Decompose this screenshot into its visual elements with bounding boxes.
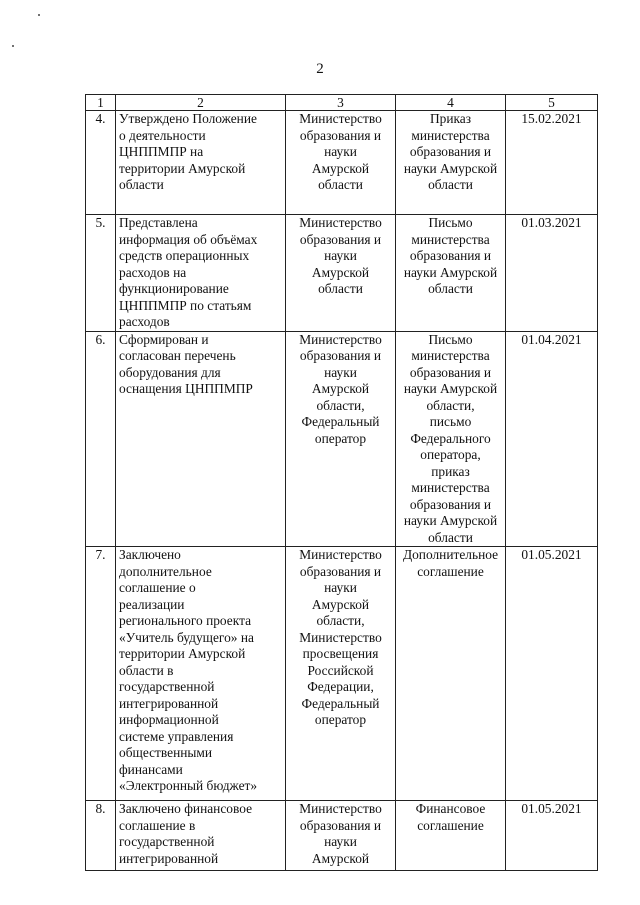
scan-speck xyxy=(12,45,14,47)
column-header: 1 xyxy=(86,95,116,111)
confirming-document: Письмо министерства образования и науки Амурской области, письмо Федерального оператора, приказ министерства образования и науки Амурской области xyxy=(396,331,506,547)
event-description: Сформирован и согласован перечень оборудования для оснащения ЦНППМПР xyxy=(116,331,286,547)
responsible-party: Министерство образования и науки Амурской xyxy=(286,801,396,871)
column-header: 5 xyxy=(506,95,598,111)
table-header-row xyxy=(86,95,598,111)
event-description: Заключено дополнительное соглашение о реализации регионального проекта «Учитель будущего» на территории Амурской области в государственной интегрированной информационной системе управления общественными финансами «Электронный бюджет» xyxy=(116,547,286,801)
row-number: 8. xyxy=(86,801,116,871)
column-header: 4 xyxy=(396,95,506,111)
row-number: 7. xyxy=(86,547,116,801)
event-description: Заключено финансовое соглашение в государственной интегрированной xyxy=(116,801,286,871)
due-date: 01.04.2021 xyxy=(506,331,598,547)
due-date: 01.05.2021 xyxy=(506,801,598,871)
table-row xyxy=(86,331,598,547)
scan-speck xyxy=(38,14,40,16)
table-row xyxy=(86,547,598,801)
due-date: 01.05.2021 xyxy=(506,547,598,801)
confirming-document: Приказ министерства образования и науки Амурской области xyxy=(396,111,506,215)
column-header: 3 xyxy=(286,95,396,111)
table-row xyxy=(86,801,598,871)
responsible-party: Министерство образования и науки Амурской области, Министерство просвещения Российской Федерации, Федеральный оператор xyxy=(286,547,396,801)
responsible-party: Министерство образования и науки Амурской области xyxy=(286,215,396,332)
confirming-document: Финансовое соглашение xyxy=(396,801,506,871)
due-date: 15.02.2021 xyxy=(506,111,598,215)
confirming-document: Дополнительное соглашение xyxy=(396,547,506,801)
table-row xyxy=(86,215,598,332)
row-number: 6. xyxy=(86,331,116,547)
table-row xyxy=(86,111,598,215)
due-date: 01.03.2021 xyxy=(506,215,598,332)
confirming-document: Письмо министерства образования и науки Амурской области xyxy=(396,215,506,332)
column-header: 2 xyxy=(116,95,286,111)
responsible-party: Министерство образования и науки Амурской области xyxy=(286,111,396,215)
events-table xyxy=(85,94,598,871)
responsible-party: Министерство образования и науки Амурской области, Федеральный оператор xyxy=(286,331,396,547)
row-number: 5. xyxy=(86,215,116,332)
event-description: Утверждено Положение о деятельности ЦНППМПР на территории Амурской области xyxy=(116,111,286,215)
row-number: 4. xyxy=(86,111,116,215)
page-number: 2 xyxy=(316,61,324,77)
event-description: Представлена информация об объёмах средств операционных расходов на функционирование ЦНППМПР по статьям расходов xyxy=(116,215,286,332)
